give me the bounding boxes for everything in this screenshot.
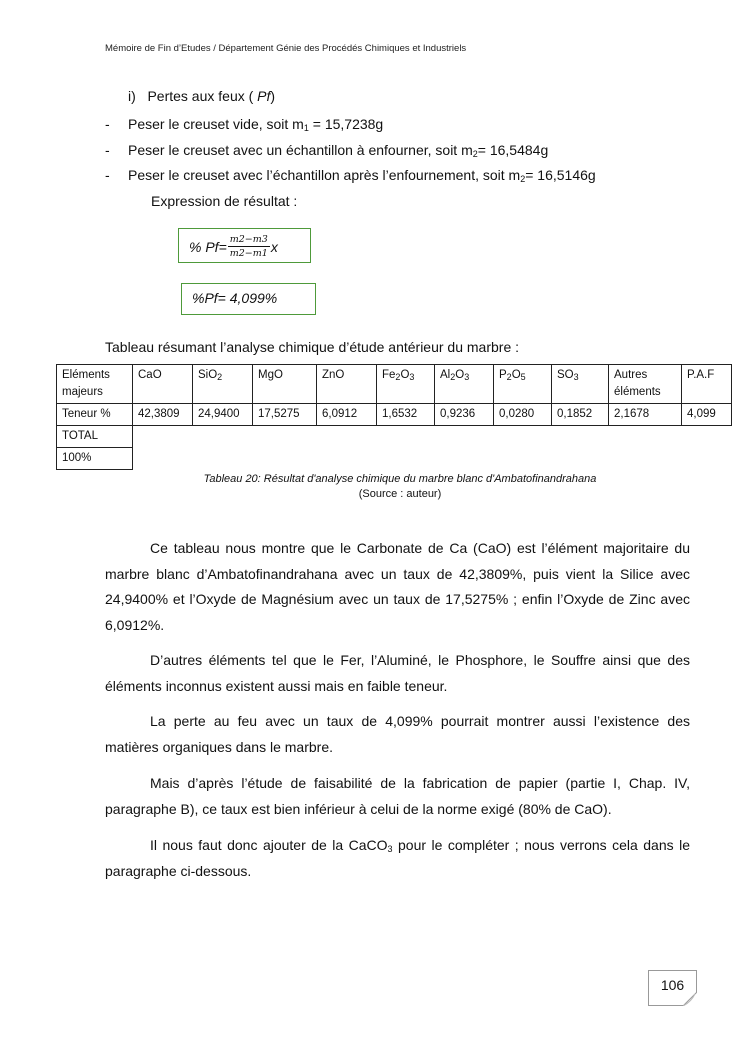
formula-denominator: m2−m1 — [229, 248, 268, 259]
table-col-header: $Fe_2O_3$ — [377, 365, 435, 404]
result-value: %Pf= 4,099% — [192, 290, 278, 306]
table-cell: 0,1852 — [552, 404, 609, 426]
table-header-row — [57, 365, 732, 404]
step-1 — [0, 116, 745, 136]
chemical-analysis-table — [56, 364, 732, 470]
formula — [189, 234, 278, 259]
section-title-abbr: Pf — [257, 88, 271, 104]
table-cell: 6,0912 — [317, 404, 377, 426]
step-text: Peser le creuset avec un échantillon à enfourner, soit $m_2= 16,5484g$ — [128, 142, 549, 159]
table-cell: 1,6532 — [377, 404, 435, 426]
table-source: (Source : auteur) — [358, 488, 442, 500]
paragraph: Ce tableau nous montre que le Carbonate de Ca (CaO) est l’élément majoritaire du marbre blanc d’Ambatofinandrahana avec un taux de 42,3809%, puis vient la Silice avec 24,9400% et l’Oxyde de Magnésium avec un taux de 17,5275% ; enfin l’Oxyde de Zinc avec 6,0912%. — [105, 540, 690, 633]
table-row-label: Teneur % — [57, 404, 133, 426]
table-col-header: Autres éléments — [609, 365, 682, 404]
table-row-header: Eléments majeurs — [57, 365, 133, 404]
step-2 — [0, 142, 745, 162]
formula-numerator: m2−m3 — [229, 234, 268, 245]
paragraph: La perte au feu avec un taux de 4,099% pourrait montrer aussi l’existence des matières organiques dans le marbre. — [105, 713, 690, 755]
table-col-header: SiO$_2$ — [193, 365, 253, 404]
table-row — [57, 426, 732, 448]
formula-box — [178, 228, 311, 263]
table-col-header: MgO — [253, 365, 317, 404]
table-col-header: CaO — [133, 365, 193, 404]
section-heading — [128, 88, 275, 104]
table-total-value: 100% — [57, 448, 133, 470]
section-title-suffix: ) — [270, 88, 276, 104]
table-intro: Tableau résumant l’analyse chimique d’étude antérieur du marbre : — [105, 339, 520, 355]
step-text: Peser le creuset avec l’échantillon après l’enfournement, soit $m_2= 16,5146g$ — [128, 167, 596, 184]
formula-fraction — [228, 234, 270, 259]
paragraph: Mais d’après l’étude de faisabilité de la fabrication de papier (partie I, Chap. IV, paragraphe B), ce taux est bien inférieur à celui de la norme exigé (80% de CaO). — [105, 775, 690, 817]
step-3 — [0, 167, 745, 187]
paragraph: D’autres éléments tel que le Fer, l’Aluminé, le Phosphore, le Souffre ainsi que des éléments inconnus existent aussi mais en faible teneur. — [105, 652, 690, 694]
expression-label: Expression de résultat : — [151, 193, 298, 209]
result-box — [181, 283, 316, 315]
table-caption: Tableau 20: Résultat d'analyse chimique du marbre blanc d'Ambatofinandrahana — [203, 473, 597, 485]
section-marker: i) — [128, 88, 136, 104]
table-cell: 2,1678 — [609, 404, 682, 426]
step-dash: - — [105, 142, 110, 158]
table-cell: 17,5275 — [253, 404, 317, 426]
section-title-prefix: Pertes aux feux ( — [147, 88, 258, 104]
table-cell: 42,3809 — [133, 404, 193, 426]
running-header: Mémoire de Fin d’Etudes / Département Génie des Procédés Chimiques et Industriels — [105, 43, 467, 54]
table-cell: 0,9236 — [435, 404, 494, 426]
step-text: Peser le creuset vide, soit $m_1 = 15,7238g$ — [128, 116, 384, 133]
table-col-header: ZnO — [317, 365, 377, 404]
paragraph: Il nous faut donc ajouter de la CaCO$_3$ pour le compléter ; nous verrons cela dans le paragraphe ci-dessous. — [105, 837, 690, 879]
formula-lhs: % Pf= — [189, 238, 227, 255]
page-curl-icon — [683, 992, 697, 1006]
table-cell: 24,9400 — [193, 404, 253, 426]
table-col-header: P.A.F — [682, 365, 732, 404]
table-total-label: TOTAL — [57, 426, 133, 448]
step-dash: - — [105, 116, 110, 132]
table-col-header: $Al_2O_3$ — [435, 365, 494, 404]
table-cell: 4,099 — [682, 404, 732, 426]
table-row — [57, 448, 732, 470]
table-cell: 0,0280 — [494, 404, 552, 426]
page-number: 106 — [648, 970, 697, 1006]
table-col-header: $P_2O_5$ — [494, 365, 552, 404]
step-dash: - — [105, 167, 110, 183]
table-row — [57, 404, 732, 426]
formula-tail: x — [270, 238, 278, 255]
table-col-header: $SO_3$ — [552, 365, 609, 404]
